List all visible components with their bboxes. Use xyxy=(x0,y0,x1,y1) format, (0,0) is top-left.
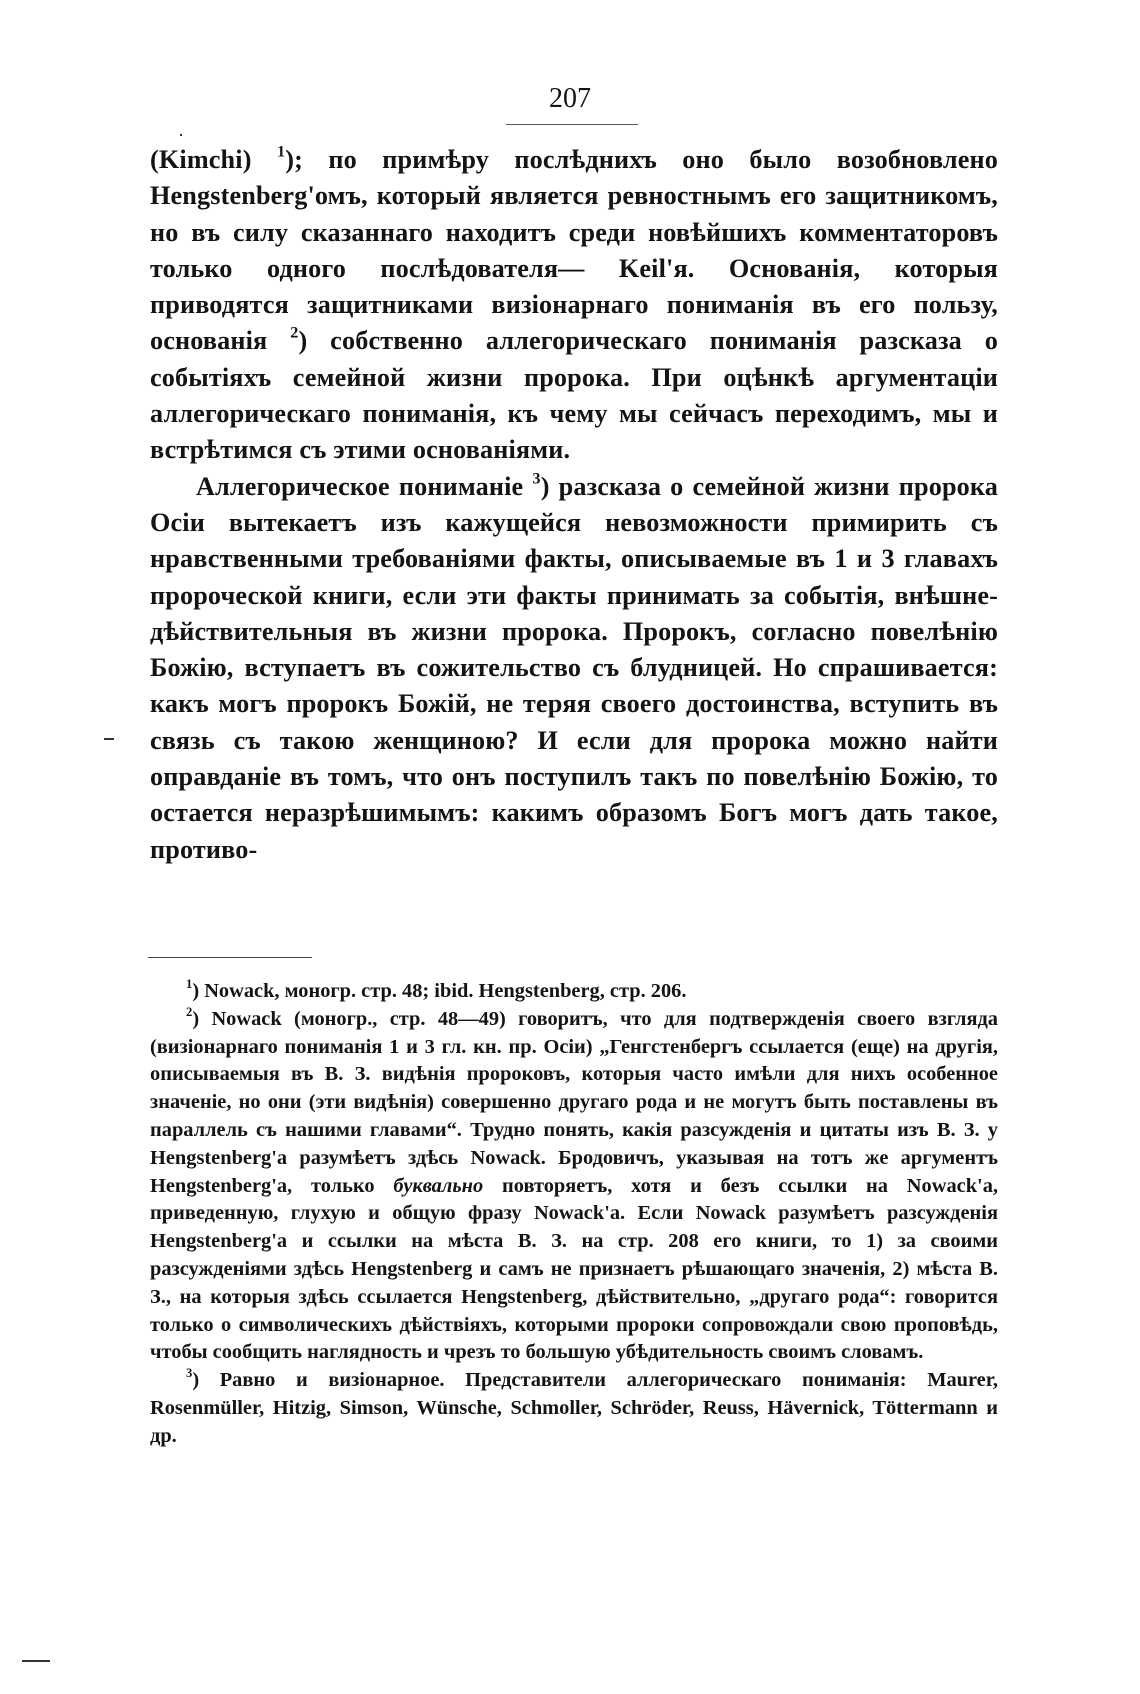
footnote-2-text-start: ) Nowack (моногр., стр. 48—49) говоритъ, что для подтвержденія своего взгляда (визіонарнаго пониманія 1 и 3 гл. кн. пр. Осіи) „Генгстенбергъ ссылается (еще) на другія, описываемыя въ В. З. видѣнія пророковъ, которыя часто имѣли для нихъ особенное значеніе, но они (эти видѣнія) совершенно другаго рода и не могутъ быть поставлены въ параллель съ нашими главами“. Трудно понять, какія разсужденія и цитаты изъ В. З. у Hengstenberg'а разумѣетъ здѣсь Nowack. Бродовичъ, указывая на тотъ же аргументъ Hengstenberg'а, только xyxy=(150,1007,998,1197)
footnotes xyxy=(150,978,998,1451)
paragraph-2-body: ) разсказа о семейной жизни пророка Осіи вытекаетъ изъ кажущейся невозможности примирить съ нравственными требованіями факты, описываемые въ 1 и 3 главахъ пророческой книги, если эти факты принимать за событія, внѣшне-дѣйствительныя въ жизни пророка. Пророкъ, согласно повелѣнію Божію, вступаетъ въ сожительство съ блудницей. Но спрашивается: какъ могъ пророкъ Божій, не теряя своего достоинства, вступить въ связь съ такою женщиною? И если для пророка можно найти оправданіе въ томъ, что онъ поступилъ такъ по повелѣнію Божію, то остается неразрѣшимымъ: какимъ образомъ Богъ могъ дать такое, противо- xyxy=(150,471,998,864)
paragraph-1 xyxy=(150,142,998,469)
footnote-separator xyxy=(148,957,312,958)
paragraph-1-middle: ); по примѣру послѣднихъ оно было возобновлено Hengstenberg'омъ, который является ревностнымъ его защитникомъ, но въ силу сказаннаго находитъ среди новѣйшихъ комментаторовъ только одного послѣдователя— Keil'я. Основанія, которыя приводятся защитниками визіонарнаго пониманія въ его пользу, основанія xyxy=(150,145,999,356)
paragraph-2-start: Аллегорическое пониманіе xyxy=(196,471,533,501)
footnote-3-text: ) Равно и визіонарное. Представители аллегорическаго пониманія: Maurer, Rosenmüller, Hitzig, Simson, Wünsche, Schmoller, Schröder, Reuss, Hävernick, Töttermann и др. xyxy=(150,1369,998,1447)
scan-mark xyxy=(22,1660,50,1662)
scan-mark xyxy=(180,134,182,136)
footnote-ref-2[interactable]: 2 xyxy=(290,324,299,343)
footnote-2-italic-word: буквально xyxy=(393,1174,484,1197)
footnote-2 xyxy=(150,1006,998,1367)
footnote-3-mark: 3 xyxy=(186,1366,193,1381)
footnote-3 xyxy=(150,1367,998,1450)
footnote-ref-1[interactable]: 1 xyxy=(276,142,286,161)
footnote-1 xyxy=(150,978,998,1006)
paragraph-1-start: (Kimchi) xyxy=(150,145,277,174)
footnote-2-mark: 2 xyxy=(186,1004,193,1019)
footnote-1-text: ) Nowack, моногр. стр. 48; ibid. Hengstenberg, стр. 206. xyxy=(192,980,687,1002)
main-text xyxy=(150,142,998,868)
paragraph-2 xyxy=(150,469,998,868)
footnote-2-text-end: повторяетъ, хотя и безъ ссылки на Nowack'а, приведенную, глухую и общую фразу Nowack'а. Если Nowack разумѣетъ разсужденія Hengstenberg'а и ссылки на мѣста В. З. на стр. 208 его книги, то 1) за своими разсужденіями здѣсь Hengstenberg и самъ не признаетъ рѣшающаго значенія, 2) мѣста В. З., на которыя здѣсь ссылается Hengstenberg, дѣйствительно, „другаго рода“: говорится только о символическихъ дѣйствіяхъ, которыми пророки сопровождали свою проповѣдь, чтобы сообщить наглядность и чрезъ то большую убѣдительность своимъ словамъ. xyxy=(150,1174,998,1364)
page-number: 207 xyxy=(549,83,591,114)
scan-mark xyxy=(104,738,114,740)
footnote-1-mark: 1 xyxy=(186,977,193,992)
footnote-ref-3[interactable]: 3 xyxy=(532,469,541,488)
paragraph-1-end: ) собственно аллегорическаго пониманія разсказа о событіяхъ семейной жизни пророка. При оцѣнкѣ аргументаціи аллегорическаго пониманія, къ чему мы сейчасъ переходимъ, мы и встрѣтимся съ этими основаніями. xyxy=(150,326,999,465)
page-number-underline xyxy=(506,124,638,125)
